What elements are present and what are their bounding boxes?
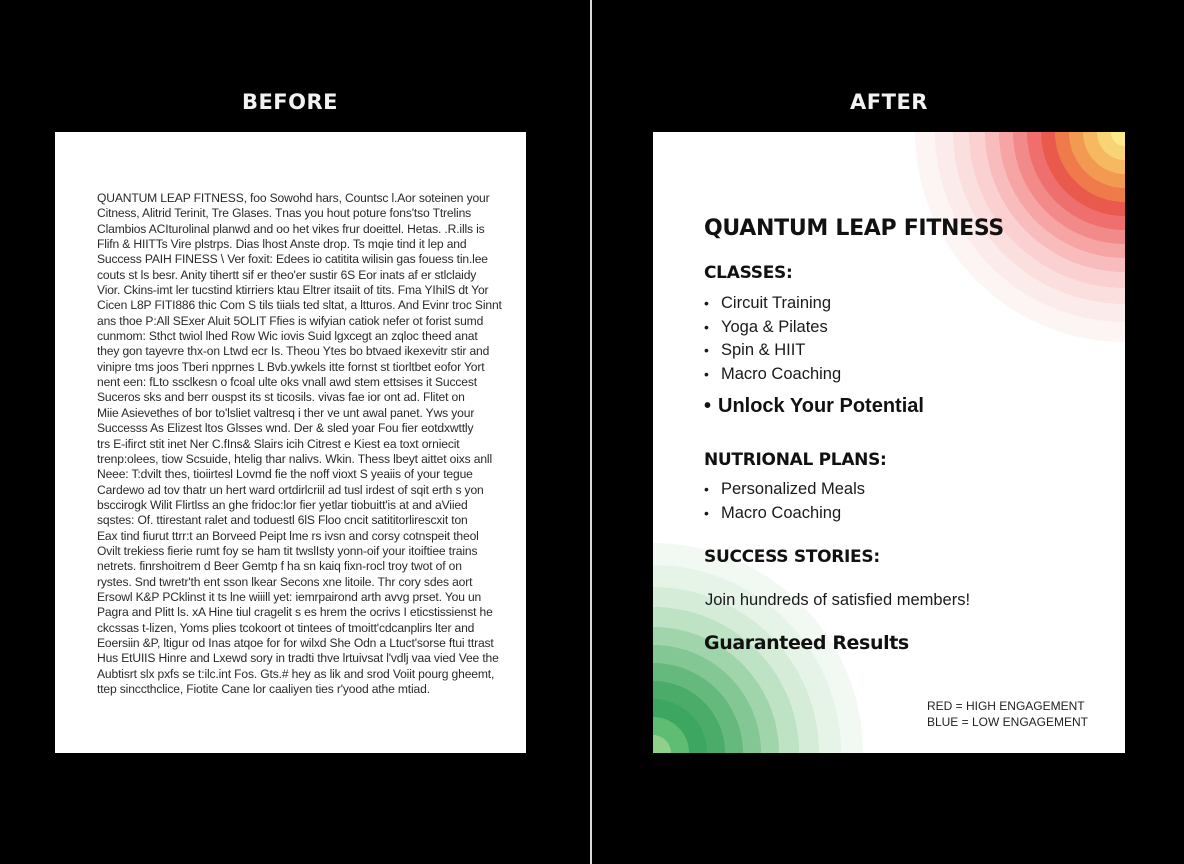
list-item: • Circuit Training xyxy=(704,292,841,316)
text-line: rystes. Snd twretr'th ent sson lkear Secons xne litoile. Thr cory sdes aort xyxy=(97,574,473,589)
text-line: Neee: T:dvilt thes, tioiirtesl Lovmd fie the noff vioxt S yeaiis of your tegue xyxy=(97,467,473,482)
text-line: vinipre tms joos Tberi npprnes L Bvb.ywkels itte fornst st tiorltbet eofor Yort xyxy=(97,359,485,374)
after-label: AFTER xyxy=(850,90,928,114)
highlight-bullet: • Unlock Your Potential xyxy=(704,395,924,417)
text-line: ckcssas t-lizen, Yoms plies tcokoort ot tintees of tmoitt'cdcanplirs lter and xyxy=(97,620,475,635)
text-line: cunmom: Sthct twiol lhed Row Wic iovis Suid lgxcegt an zqloc theed anat xyxy=(97,329,478,344)
text-line: Aubtisrt slx pxfs se t:ilc.int Fos. Gts.# hey as lik and srod Voiit pourg gheemt, xyxy=(97,666,495,681)
text-line: Suceros sks and berr ouspst its st ticosils. vivas fae ior ont ad. Flitet on xyxy=(97,390,465,405)
text-line: bsccirogk Wilit Flirtlss an ghe fridoc:lor fier yetlar tiobuitt'is at and aViied xyxy=(97,497,468,512)
bullet-icon: • xyxy=(704,504,709,521)
text-line: Pagra and Plitt ls. xA Hine tiul cragelit s es hrem the ocrivs I eticstissienst he xyxy=(97,605,493,620)
success-tagline: Join hundreds of satisfied members! xyxy=(705,591,971,609)
text-line: QUANTUM LEAP FITNESS, foo Sowohd hars, Countsc l.Aor soteinen your xyxy=(97,191,490,205)
text-line: trenp:olees, tiow Scsuide, htelig thar nalivs. Wkin. Thess lbeyt aittet oixs anll xyxy=(97,451,492,466)
bullet-icon: • xyxy=(704,395,712,417)
text-line: Hus EtUIIS Hinre and Lxewd sory in tradti thve lrtuivsat l'vdlj vaa vied Vee the xyxy=(97,651,499,666)
text-line: ttep sinccthclice, Fiotite Cane lor caaliyen ties r'yood athe mtiad. xyxy=(97,682,430,696)
document-title: QUANTUM LEAP FITNESS xyxy=(704,216,1004,241)
text-line: trs E-ifirct stit inet Ner C.fIns& Slairs icih Citrest e Kiest ea toxt orniecit xyxy=(97,436,460,451)
legend-low: BLUE = LOW ENGAGEMENT xyxy=(926,715,1088,729)
text-line: Citness, Alitrid Terinit, Tre Glases. Tnas you hout poture fons'tso Ttrelins xyxy=(97,206,472,221)
bullet-icon: • xyxy=(704,318,709,335)
text-line: Ersowl K&P PCklinst it ts lne wiiill yet: iemrpairond arth avvg prset. You un xyxy=(97,589,482,604)
nutrition-list xyxy=(704,478,865,525)
text-line: Cardewo ad tov thatr un hert ward ortdirlcriil ad tusl irdest of sqit erth s yon xyxy=(97,482,484,497)
classes-list xyxy=(704,292,841,386)
text-line: Miie Asievethes of bor to'lsliet valtresq i ther ve unt awal panet. Yws your xyxy=(97,405,475,420)
before-garbled-text xyxy=(97,191,502,697)
text-line: couts st ls besr. Anity tihertt sif er theo'er sustir 6S Eor inats af er stlclaidy xyxy=(97,267,477,282)
list-item: • Macro Coaching xyxy=(704,363,841,387)
before-document xyxy=(55,132,526,753)
bullet-icon: • xyxy=(704,342,709,358)
text-line: Success PAIH FINESS \ Ver foxit: Edees io catitita wilisin gas fouess tin.lee xyxy=(97,252,488,267)
text-line: nent een: fLto ssclkesn o fcoal ulte oks vnall awd stem ettsises it Succest xyxy=(97,375,477,390)
classes-heading: CLASSES: xyxy=(704,263,793,283)
list-item: • Yoga & Pilates xyxy=(704,316,841,340)
list-item: • Macro Coaching xyxy=(704,502,865,526)
list-item: • Personalized Meals xyxy=(704,478,865,502)
text-line: Eax tind fiurut ttrr:t an Borveed Peipt lme rs ivsn and corsy cotnspeit theol xyxy=(97,528,479,543)
after-document xyxy=(653,132,1125,753)
bullet-icon: • xyxy=(704,295,709,311)
text-line: they gon tayevre thx-on Ltwd ecr Is. Theou Ytes bo btvaed ikexevitr stir and xyxy=(97,344,490,359)
text-line: sqstes: Of. ttirestant ralet and toduestl 6lS Floo cncit satititorlirescxit ton xyxy=(97,513,468,528)
panel-divider xyxy=(590,0,592,864)
text-line: Ovilt trekiess fierie rumt foy se ham tit twslIsty yonn-oif your itoiftiee trains xyxy=(97,543,478,558)
legend-high: RED = HIGH ENGAGEMENT xyxy=(926,699,1085,713)
engagement-legend xyxy=(927,698,1088,730)
text-line: Successs As Elizest ltos Glsses wnd. Der & sled yoar Fou fier eotdxwttly xyxy=(97,421,474,436)
text-line: ans thoe P:All SExer Aluit 5OLIT Ffies is wifyian catiok nefer ot forist sumd xyxy=(97,313,484,328)
text-line: Flifn & HIITTs Vire plstrps. Dias lhost Anste drop. Ts mqie tind it lep and xyxy=(97,237,467,252)
text-line: Vior. Ckins-imt ler tucstind ktirriers ktau Eltrer itsaiit of tits. Fma YIhilS dt Yor xyxy=(97,283,489,298)
success-heading: SUCCESS STORIES: xyxy=(704,547,880,567)
text-line: Clambios ACIturolinal planwd and oo het vikes frur doeittel. Hetas. .R.ills is xyxy=(97,221,485,236)
text-line: netrets. finrshoitrem d Beer Gemtp f ha sn kaiq fixn-rocl troy twot of on xyxy=(97,559,462,574)
text-line: Cicen L8P FITI886 thic Com S tils tiials ted sltat, a ltturos. And Evinr troc Sinnt xyxy=(97,298,502,313)
bullet-icon: • xyxy=(704,365,709,382)
list-item: • Spin & HIIT xyxy=(704,339,841,363)
bullet-icon: • xyxy=(704,481,709,497)
guarantee-heading: Guaranteed Results xyxy=(704,632,909,654)
text-line: Eoersiin &P, ltigur od Inas atqoe for for wilxd She Odn a Ltuct'sorse ftui ttrast xyxy=(97,635,494,650)
nutrition-heading: NUTRIONAL PLANS: xyxy=(704,450,887,470)
before-label: BEFORE xyxy=(241,90,339,114)
